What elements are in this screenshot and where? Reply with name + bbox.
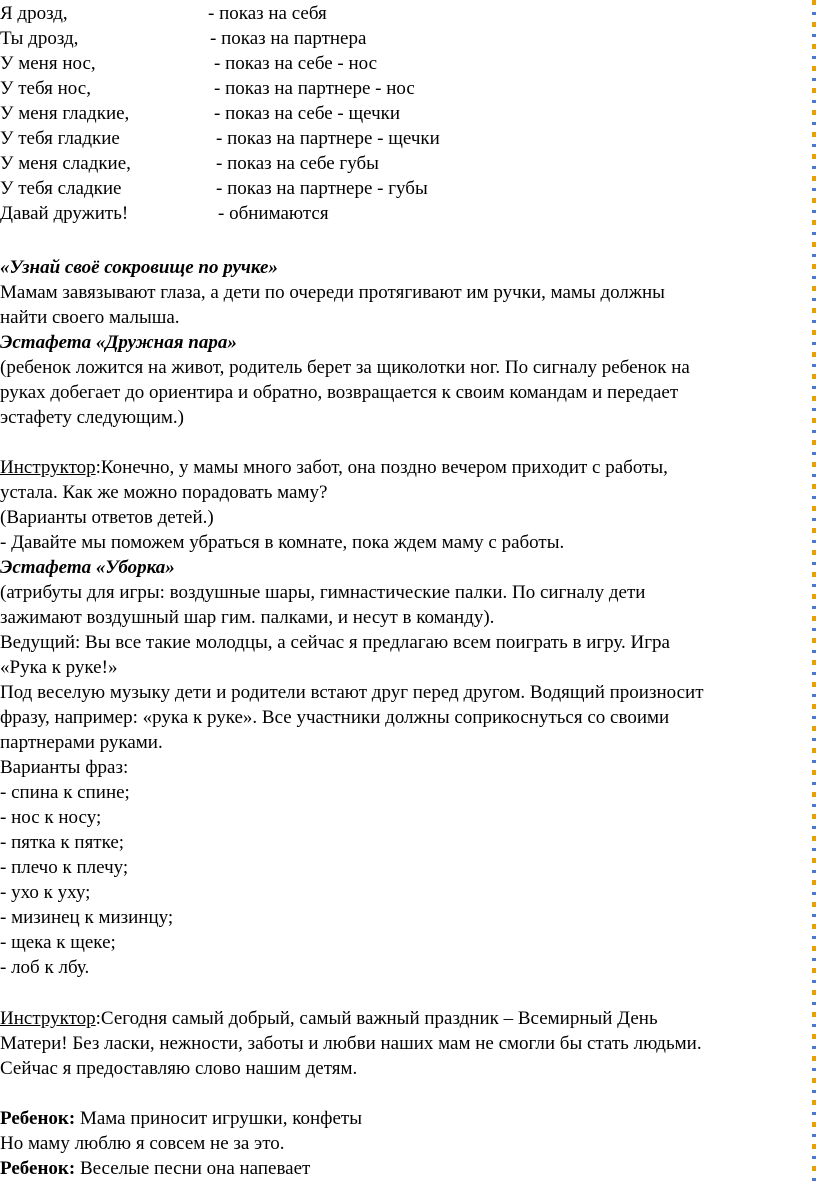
poem-line: Но маму люблю я совсем не за это. bbox=[0, 1133, 285, 1154]
rhyme-left: У меня гладкие, bbox=[0, 103, 130, 124]
poem-line bbox=[0, 1106, 362, 1131]
list-item: - лоб к лбу. bbox=[0, 957, 90, 978]
page-edge-decoration bbox=[812, 0, 816, 1182]
paragraph-line: эстафету следующим.) bbox=[0, 407, 184, 428]
list-item: - пятка к пятке; bbox=[0, 832, 125, 853]
paragraph-line: зажимают воздушный шар гим. палками, и несут в команду). bbox=[0, 607, 495, 628]
rhyme-line bbox=[0, 151, 379, 176]
rhyme-line bbox=[0, 76, 415, 101]
instructor-label: Инструктор bbox=[0, 1008, 96, 1029]
speaker-label: Ребенок: bbox=[0, 1108, 76, 1129]
rhyme-right: - показ на партнере - щечки bbox=[216, 128, 440, 149]
rhyme-left: У тебя нос, bbox=[0, 78, 91, 99]
list-item: - мизинец к мизинцу; bbox=[0, 907, 174, 928]
paragraph-line: Мамам завязывают глаза, а дети по очереди протягивают им ручки, мамы должны bbox=[0, 282, 665, 303]
rhyme-right: - показ на себе - щечки bbox=[214, 103, 401, 124]
rhyme-line bbox=[0, 51, 378, 76]
rhyme-right: - показ на партнера bbox=[210, 28, 367, 49]
paragraph-line: (Варианты ответов детей.) bbox=[0, 507, 214, 528]
paragraph-line: найти своего малыша. bbox=[0, 307, 180, 328]
paragraph-line: партнерами руками. bbox=[0, 732, 163, 753]
instructor-speech: :Сегодня самый добрый, самый важный праздник – Всемирный День bbox=[95, 1008, 658, 1029]
game-title: «Узнай своё сокровище по ручке» bbox=[0, 257, 278, 278]
paragraph-line: (атрибуты для игры: воздушные шары, гимнастические палки. По сигналу дети bbox=[0, 582, 646, 603]
relay-title: Эстафета «Дружная пара» bbox=[0, 332, 237, 353]
poem-text: Мама приносит игрушки, конфеты bbox=[75, 1108, 362, 1129]
list-item: - нос к носу; bbox=[0, 807, 102, 828]
rhyme-right: - показ на себя bbox=[208, 3, 327, 24]
speaker-label: Ребенок: bbox=[0, 1158, 76, 1179]
rhyme-left: Ты дрозд, bbox=[0, 28, 79, 49]
instructor-speech: :Конечно, у мамы много забот, она поздно вечером приходит с работы, bbox=[95, 457, 668, 478]
paragraph-line: Сейчас я предоставляю слово нашим детям. bbox=[0, 1058, 358, 1079]
paragraph-line: руках добегает до ориентира и обратно, возвращается к своим командам и передает bbox=[0, 382, 679, 403]
poem-text: Веселые песни она напевает bbox=[75, 1158, 311, 1179]
rhyme-left: У тебя гладкие bbox=[0, 128, 120, 149]
rhyme-line bbox=[0, 176, 428, 201]
paragraph-line: Матери! Без ласки, нежности, заботы и любви наших мам не смогли бы стать людьми. bbox=[0, 1033, 702, 1054]
rhyme-left: У меня нос, bbox=[0, 53, 96, 74]
poem-line bbox=[0, 1156, 310, 1181]
paragraph-line: (ребенок ложится на живот, родитель берет за щиколотки ног. По сигналу ребенок на bbox=[0, 357, 690, 378]
rhyme-right: - показ на партнере - губы bbox=[216, 178, 428, 199]
rhyme-left: У меня сладкие, bbox=[0, 153, 131, 174]
rhyme-line bbox=[0, 201, 329, 226]
instructor-line bbox=[0, 455, 668, 480]
paragraph-line: устала. Как же можно порадовать маму? bbox=[0, 482, 328, 503]
rhyme-right: - показ на партнере - нос bbox=[214, 78, 415, 99]
rhyme-right: - показ на себе - нос bbox=[214, 53, 378, 74]
paragraph-line: фразу, например: «рука к руке». Все участники должны соприкоснуться со своими bbox=[0, 707, 670, 728]
paragraph-line: Ведущий: Вы все такие молодцы, а сейчас я предлагаю всем поиграть в игру. Игра bbox=[0, 632, 670, 653]
paragraph-line: Варианты фраз: bbox=[0, 757, 129, 778]
rhyme-left: У тебя сладкие bbox=[0, 178, 122, 199]
paragraph-line: Под веселую музыку дети и родители встают друг перед другом. Водящий произносит bbox=[0, 682, 704, 703]
relay-title: Эстафета «Уборка» bbox=[0, 557, 175, 578]
rhyme-right: - обнимаются bbox=[218, 203, 329, 224]
rhyme-line bbox=[0, 101, 401, 126]
paragraph-line: - Давайте мы поможем убраться в комнате, пока ждем маму с работы. bbox=[0, 532, 565, 553]
rhyme-line bbox=[0, 126, 440, 151]
instructor-line bbox=[0, 1006, 658, 1031]
rhyme-line bbox=[0, 26, 367, 51]
paragraph-line: «Рука к руке!» bbox=[0, 657, 118, 678]
list-item: - щека к щеке; bbox=[0, 932, 116, 953]
rhyme-right: - показ на себе губы bbox=[216, 153, 379, 174]
rhyme-line bbox=[0, 1, 327, 26]
instructor-label: Инструктор bbox=[0, 457, 96, 478]
list-item: - плечо к плечу; bbox=[0, 857, 129, 878]
rhyme-left: Давай дружить! bbox=[0, 203, 129, 224]
list-item: - ухо к уху; bbox=[0, 882, 91, 903]
rhyme-left: Я дрозд, bbox=[0, 3, 68, 24]
list-item: - спина к спине; bbox=[0, 782, 130, 803]
